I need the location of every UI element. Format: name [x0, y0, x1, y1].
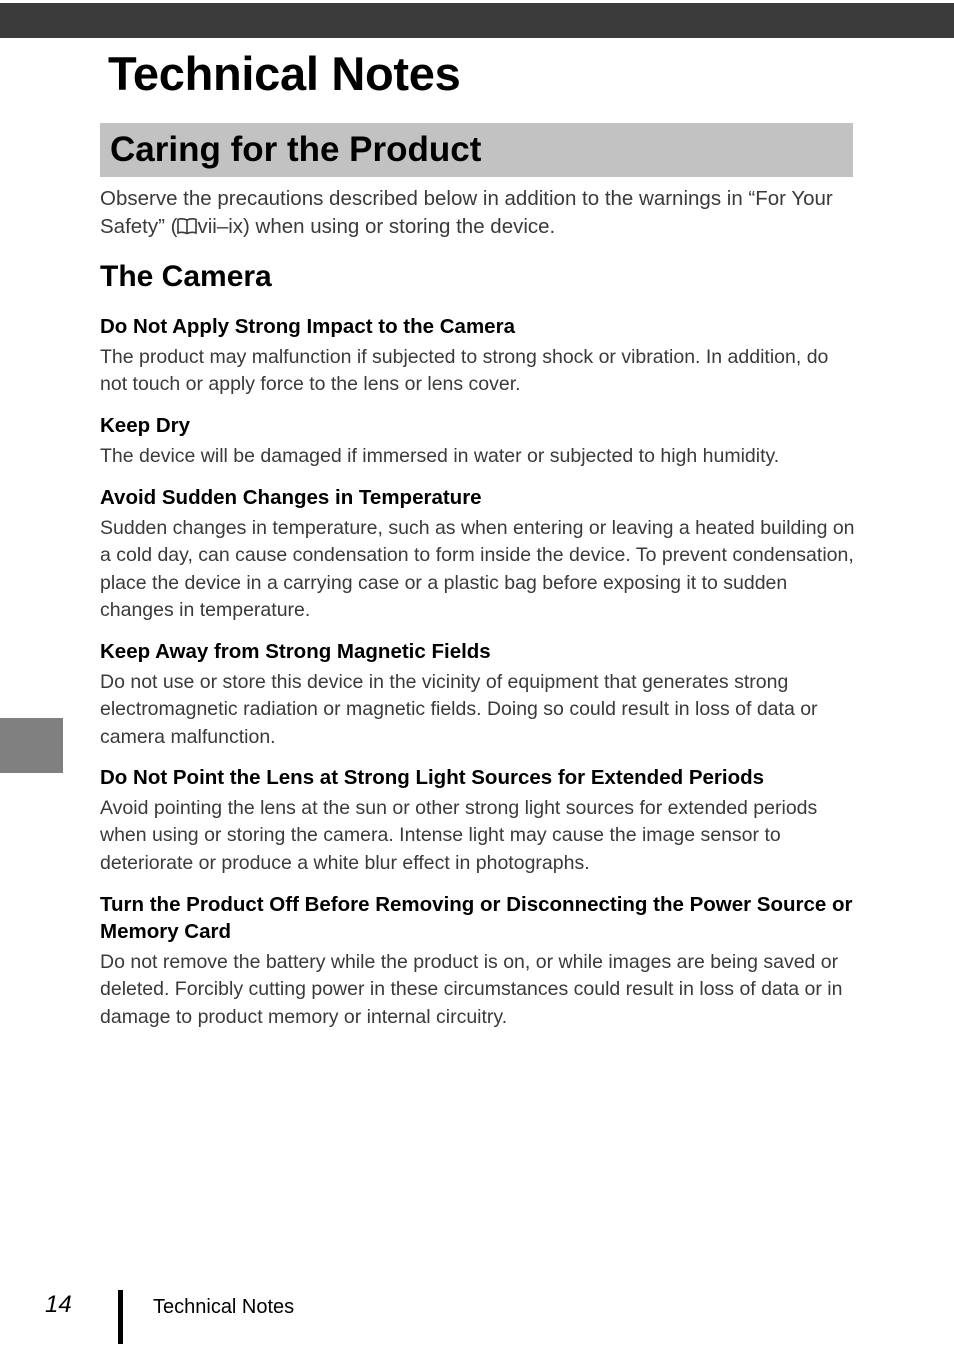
topic-heading-strong-impact: Do Not Apply Strong Impact to the Camera: [100, 315, 515, 338]
topic-heading-power-off: Turn the Product Off Before Removing or Disconnecting the Power Source or Memory Card: [100, 893, 853, 943]
topic-heading-magnetic-fields: Keep Away from Strong Magnetic Fields: [100, 640, 491, 663]
topic-body-power-off: Do not remove the battery while the product is on, or while images are being saved or deleted. Forcibly cutting power in these circumstances could result in loss of data or in damage to product memory or internal circuitry.: [100, 951, 843, 1028]
page-number: 14: [45, 1291, 72, 1318]
topic-heading-light-sources: Do Not Point the Lens at Strong Light Sources for Extended Periods: [100, 766, 765, 789]
footer-divider: [118, 1290, 123, 1344]
intro-paragraph: [100, 185, 860, 241]
section-title: Caring for the Product: [110, 130, 482, 169]
top-header-bar: [0, 3, 954, 38]
intro-text-before: Observe the precautions described below in addition to the warnings in “For Your Safety” (: [100, 187, 833, 238]
subsection-title: The Camera: [100, 260, 272, 293]
topic-body-light-sources: Avoid pointing the lens at the sun or other strong light sources for extended periods when using or storing the camera. Intense light may cause the image sensor to deteriorate or produce a white blur effect in photographs.: [100, 797, 818, 874]
chapter-title: Technical Notes: [108, 47, 461, 100]
topic-body-magnetic-fields: Do not use or store this device in the vicinity of equipment that generates strong electromagnetic radiation or magnetic fields. Doing so could result in loss of data or camera malfunction.: [100, 671, 818, 748]
book-icon[interactable]: [177, 213, 197, 241]
topic-heading-keep-dry: Keep Dry: [100, 414, 191, 437]
section-banner: [100, 123, 853, 177]
chapter-side-tab: [0, 718, 63, 773]
topic-body-keep-dry: The device will be damaged if immersed in water or subjected to high humidity.: [100, 445, 780, 467]
footer-chapter-label: Technical Notes: [153, 1296, 295, 1318]
topic-body-strong-impact: The product may malfunction if subjected to strong shock or vibration. In addition, do not touch or apply force to the lens or lens cover.: [100, 346, 829, 396]
intro-text-after: vii–ix) when using or storing the device.: [197, 215, 556, 238]
topic-body-temperature: Sudden changes in temperature, such as when entering or leaving a heated building on a cold day, can cause condensation to form inside the device. To prevent condensation, place the device in a carrying case or a plastic bag before exposing it to sudden changes in temperature.: [100, 517, 855, 621]
topic-heading-temperature: Avoid Sudden Changes in Temperature: [100, 486, 482, 509]
